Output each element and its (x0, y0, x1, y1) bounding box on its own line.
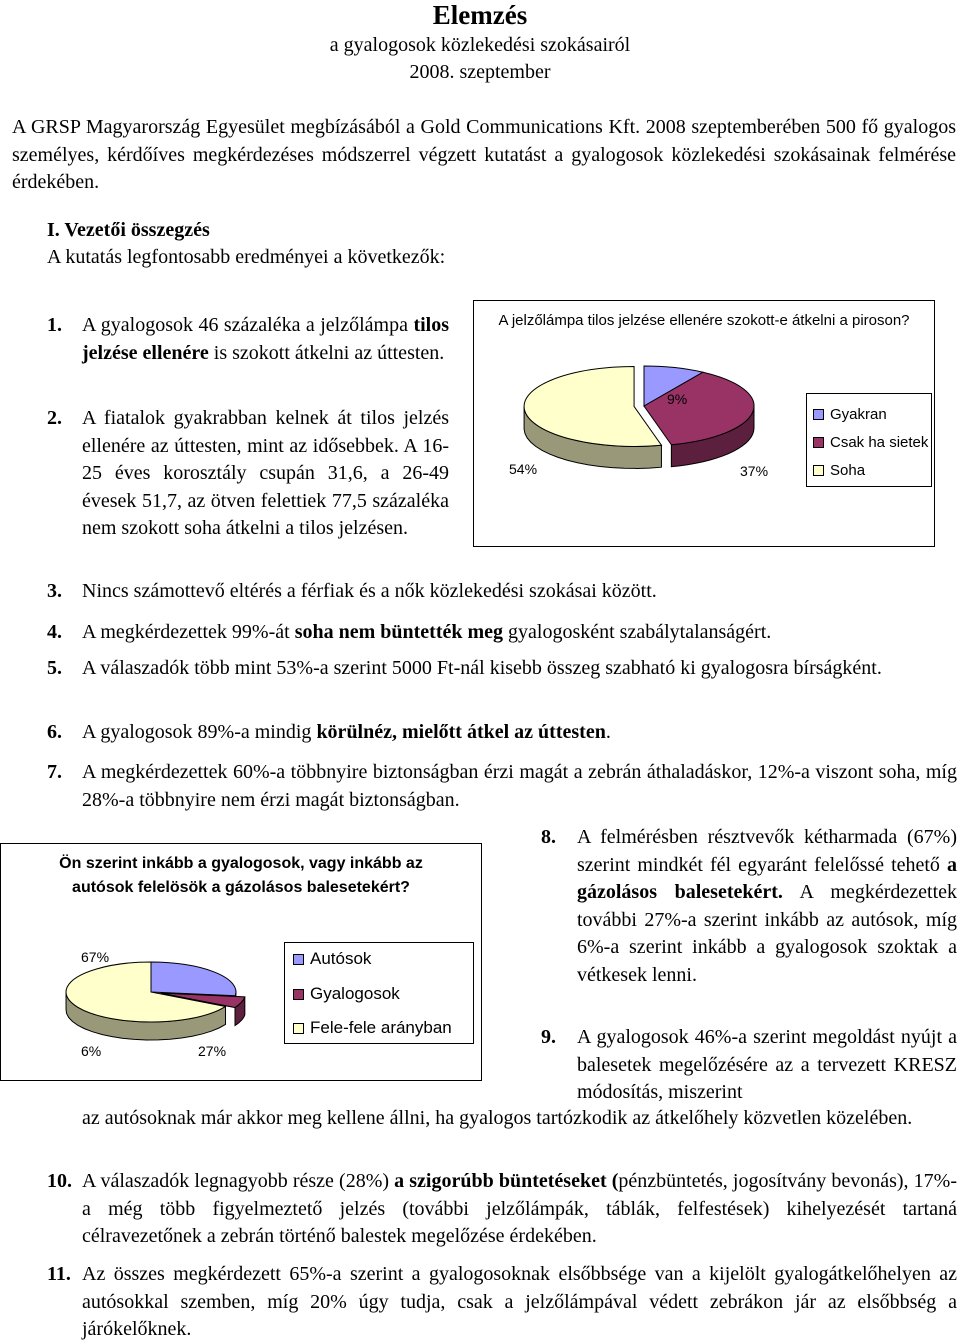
page-date: 2008. szeptember (409, 61, 551, 83)
legend-swatch (293, 1023, 304, 1034)
item-text-bold: tilos jelzése ellenére (82, 314, 449, 364)
item-number: 10. (47, 1170, 72, 1192)
item-number: 3. (47, 580, 62, 602)
item-number: 1. (47, 314, 62, 336)
list-item-9 (541, 1024, 957, 1107)
list-item-8 (541, 824, 957, 989)
item-text-part: A gyalogosok 46 százaléka a jelzőlámpa (82, 314, 414, 336)
item-text: A fiatalok gyakrabban kelnek át tilos jelzés ellenére az úttesten, mint az idősebbek. A 16-25 éves korosztály csupán 31,6, a 26-49 évesek 51,7, az ötven felettiek 77,5 százaléka nem szokott soha átkelni a tilos jelzésen. (82, 407, 449, 539)
legend-item-autosok (293, 949, 371, 969)
list-item-6 (47, 719, 957, 747)
item-text-part: A megkérdezettek 99%-át (82, 621, 295, 643)
pie-chart (41, 944, 281, 1074)
chart-legend (284, 942, 474, 1044)
data-label-gyakran: 9% (667, 391, 688, 407)
legend-label: Gyalogosok (310, 984, 400, 1003)
item-text (82, 312, 449, 367)
item-number: 4. (47, 621, 62, 643)
data-label-gyalogosok: 6% (81, 1043, 102, 1059)
item-text (82, 619, 957, 647)
item-text: Nincs számottevő eltérés a férfiak és a nők közlekedési szokásai között. (82, 580, 657, 602)
chart-legend (806, 393, 932, 487)
item-number: 5. (47, 657, 62, 679)
item-text-bold: a gázolásos balesetekért. (577, 853, 957, 903)
item-text: Az összes megkérdezett 65%-a szerint a gyalogosoknak elsőbbsége van a kijelölt gyalogátkelőhelyen az autósokkal szemben, míg 20% úgy tudja, csak a jelzőlámpával védett zebrákon jár az elsőbbség a járókelőknek. (82, 1263, 957, 1340)
data-label-autosok: 27% (198, 1043, 227, 1059)
chart-title: A jelzőlámpa tilos jelzése ellenére szokott-e átkelni a piroson? (498, 312, 910, 329)
legend-label: Fele-fele arányban (310, 1018, 452, 1037)
item-text-part: pénzbüntetés, jogosítvány bevonás), 17%-a még több figyelmeztető jelzés (további jelzőlámpák, táblák, felfestések) kihelyezését tartaná célravezetőnek a zebrán történő balestek megelőzése érdekében. (82, 1170, 957, 1247)
item-number: 6. (47, 721, 62, 743)
chart-accident-responsibility (0, 843, 482, 1081)
item-text-bold: körülnéz, mielőtt átkel az úttesten (316, 721, 606, 743)
list-item-3 (47, 578, 957, 606)
list-item-9-continued: az autósoknak már akkor meg kellene állni, ha gyalogos tartózkodik az átkelőhely közvetlen közelében. (82, 1107, 913, 1129)
item-number: 8. (541, 826, 556, 848)
list-item-10 (47, 1168, 957, 1251)
data-label-soha: 54% (509, 461, 538, 477)
item-text-part: gyalogosként szabálytalanságért. (503, 621, 772, 643)
item-text-part: A gyalogosok 89%-a mindig (82, 721, 317, 743)
item-text-part: A megkérdezettek további 27%-a szerint inkább az autósok, míg 6%-a szerint inkább a gyalogosok szoktak a vétkesek lenni. (577, 881, 957, 986)
chart-title: Ön szerint inkább a gyalogosok, vagy inkább az autósok felelösök a gázolásos balesetekért? (59, 855, 423, 896)
legend-label: Autósok (310, 949, 372, 968)
data-label-csak-ha-sietek: 37% (740, 463, 769, 479)
item-text (577, 824, 957, 989)
item-text-part: is szokott átkelni az úttesten. (208, 341, 445, 364)
item-text-part: A válaszadók legnagyobb része (28%) (82, 1170, 395, 1192)
legend-item-soha (813, 462, 865, 479)
list-item-2 (47, 405, 449, 543)
item-text-part: . (605, 721, 611, 743)
item-text: A megkérdezettek 60%-a többnyire biztonságban érzi magát a zebrán áthaladáskor, 12%-a viszont soha, míg 28%-a többnyire nem érzi magát biztonságban. (82, 761, 957, 811)
item-text (82, 1168, 957, 1251)
item-text-part: A felmérésben résztvevők kétharmada (67%) szerint mindkét fél egyaránt felelőssé tehető (577, 826, 957, 876)
legend-swatch (813, 437, 824, 448)
legend-swatch (293, 989, 304, 1000)
item-text-bold: a szigorúbb büntetéseket ( (394, 1170, 619, 1192)
list-item-5 (47, 655, 957, 683)
list-item-7 (47, 759, 957, 814)
list-item-4 (47, 619, 957, 647)
legend-item-fele-fele (293, 1018, 452, 1038)
legend-label: Csak ha sietek (830, 434, 929, 451)
item-text-bold: soha nem büntették meg (294, 621, 504, 643)
item-number: 11. (47, 1263, 71, 1285)
intro-paragraph: A GRSP Magyarország Egyesület megbízásából a Gold Communications Kft. 2008 szeptemberében 500 fő gyalogos személyes, kérdőíves megkérdezéses módszerrel végzett kutatást a gyalogosok közlekedési szokásainak felmérése érdekében. (12, 116, 956, 193)
item-text (82, 719, 957, 747)
legend-item-csak-ha-sietek (813, 434, 928, 451)
item-number: 7. (47, 761, 62, 783)
legend-item-gyalogosok (293, 984, 400, 1004)
list-item-11 (47, 1261, 957, 1344)
legend-label: Soha (830, 462, 866, 479)
item-number: 9. (541, 1026, 556, 1048)
page-title: Elemzés (432, 0, 528, 30)
item-text: A válaszadók több mint 53%-a szerint 5000 Ft-nál kisebb összeg szabható ki gyalogosra bírságként. (82, 657, 882, 679)
item-number: 2. (47, 407, 62, 429)
legend-label: Gyakran (830, 406, 887, 423)
section-subheading: A kutatás legfontosabb eredményei a következők: (47, 246, 446, 268)
pie-chart (494, 351, 794, 551)
chart-red-light-crossing (473, 300, 935, 547)
legend-swatch (293, 954, 304, 965)
legend-swatch (813, 409, 824, 420)
page-subtitle: a gyalogosok közlekedési szokásairól (329, 34, 631, 56)
data-label-fele-fele: 67% (81, 949, 110, 965)
legend-item-gyakran (813, 406, 887, 423)
legend-swatch (813, 465, 824, 476)
list-item-1 (47, 312, 449, 367)
section-heading: I. Vezetői összegzés (47, 219, 210, 241)
pie-slice-aut-sok (151, 962, 236, 996)
item-text: A gyalogosok 46%-a szerint megoldást nyújt a balesetek megelőzésére az a tervezett KRESZ módosítás, miszerint (577, 1026, 957, 1103)
